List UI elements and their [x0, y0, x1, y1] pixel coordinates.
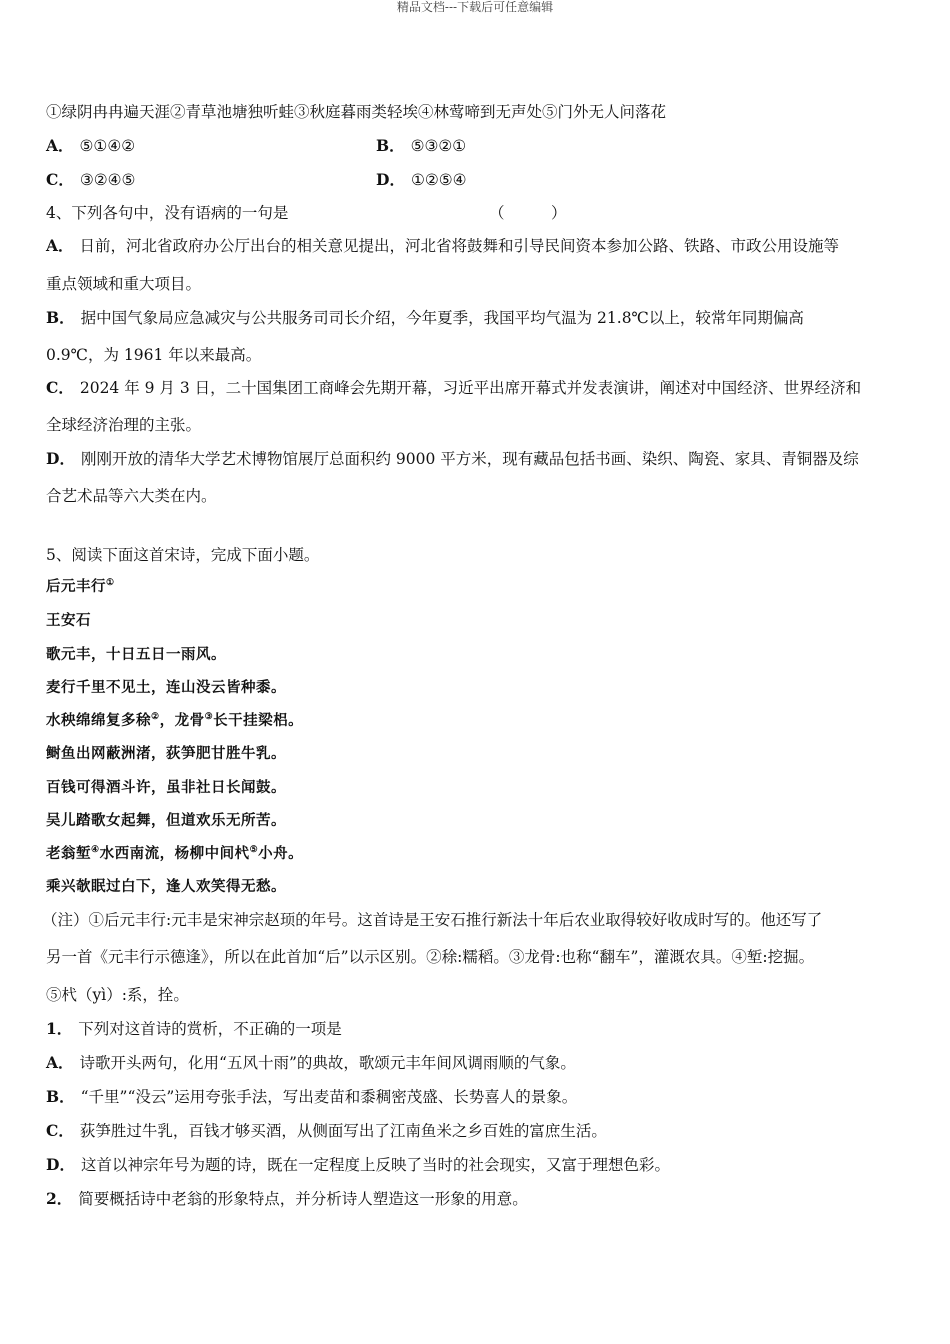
poem-line-6: 吴儿踏歌女起舞，但道欢乐无所苦。	[46, 813, 286, 829]
sub1-option-d[interactable]: D． 这首以神宗年号为题的诗，既在一定程度上反映了当时的社会现实，又富于理想色彩。	[46, 1155, 670, 1174]
q4-option-b[interactable]: B． 据中国气象局应急减灾与公共服务司司长介绍，今年夏季，我国平均气温为 21.8℃以上，较常年同期偏高	[46, 308, 804, 327]
notes-line-2: 另一首《元丰行示德逢》，所以在此首加“后”以示区别。②稌:糯稻。③龙骨:也称“翻车”，灌溉农具。④堑:挖掘。	[46, 948, 815, 966]
q5-stem: 5、阅读下面这首宋诗，完成下面小题。	[46, 546, 320, 564]
footnote-marker: ①	[106, 578, 115, 588]
q3-option-b[interactable]: B． ⑤③②①	[376, 136, 467, 155]
poem-title: 后元丰行①	[46, 578, 115, 595]
q4-stem: 4、下列各句中，没有语病的一句是	[46, 204, 289, 222]
q3-option-a[interactable]: A． ⑤①④②	[46, 136, 136, 155]
q4-option-a-cont: 重点领域和重大项目。	[46, 275, 202, 293]
poem-author: 王安石	[46, 613, 91, 629]
poem-line-3: 水秧绵绵复多稌②，龙骨③长干挂梁梠。	[46, 712, 304, 729]
q4-option-a[interactable]: A． 日前，河北省政府办公厅出台的相关意见提出，河北省将鼓舞和引导民间资本参加公路、铁路、市政公用设施等	[46, 236, 840, 255]
poem-line-7: 老翁堑④水西南流，杨柳中间杙⑤小舟。	[46, 845, 304, 862]
q4-stem-row	[46, 203, 746, 223]
sub-question-1: 1． 下列对这首诗的赏析，不正确的一项是	[46, 1019, 342, 1038]
q4-option-c[interactable]: C． 2024 年 9 月 3 日，二十国集团工商峰会先期开幕，习近平出席开幕式并发表演讲，阐述对中国经济、世界经济和	[46, 378, 862, 397]
poem-line-2: 麦行千里不见土，连山没云皆种黍。	[46, 680, 286, 696]
q3-stem: ①绿阴冉冉遍天涯②青草池塘独听蛙③秋庭暮雨类轻埃④林莺啼到无声处⑤门外无人问落花	[46, 103, 667, 121]
sub1-option-a[interactable]: A． 诗歌开头两句，化用“五风十雨”的典故，歌颂元丰年间风调雨顺的气象。	[46, 1053, 576, 1072]
q4-option-b-cont: 0.9℃，为 1961 年以来最高。	[46, 346, 262, 364]
sub1-option-c[interactable]: C． 荻笋胜过牛乳，百钱才够买酒，从侧面写出了江南鱼米之乡百姓的富庶生活。	[46, 1121, 607, 1140]
q4-option-c-cont: 全球经济治理的主张。	[46, 416, 202, 434]
poem-line-5: 百钱可得酒斗许，虽非社日长闻鼓。	[46, 780, 286, 796]
notes-line-1: （注）①后元丰行:元丰是宋神宗赵顼的年号。这首诗是王安石推行新法十年后农业取得较好收成时写的。他还写了	[42, 911, 823, 929]
poem-line-8: 乘兴欹眠过白下，逢人欢笑得无愁。	[46, 879, 286, 895]
q3-option-c[interactable]: C． ③②④⑤	[46, 170, 136, 189]
q3-options-row-2	[46, 170, 746, 190]
q3-options-row-1	[46, 136, 746, 156]
poem-line-1: 歌元丰，十日五日一雨风。	[46, 647, 226, 663]
q4-option-d-cont: 合艺术品等六大类在内。	[46, 487, 217, 505]
sub1-option-b[interactable]: B． “千里”“没云”运用夸张手法，写出麦苗和黍稠密茂盛、长势喜人的景象。	[46, 1087, 578, 1106]
notes-line-3: ⑤杙（yì）:系，拴。	[46, 986, 189, 1004]
answer-blank: （ ）	[489, 204, 567, 222]
poem-line-4: 鲥鱼出网蔽洲渚，荻笋肥甘胜牛乳。	[46, 746, 286, 762]
q4-option-d[interactable]: D． 刚刚开放的清华大学艺术博物馆展厅总面积约 9000 平方米，现有藏品包括书画、染织、陶瓷、家具、青铜器及综	[46, 449, 859, 468]
q3-option-d[interactable]: D． ①②⑤④	[376, 170, 467, 189]
sub-question-2: 2． 简要概括诗中老翁的形象特点，并分析诗人塑造这一形象的用意。	[46, 1189, 528, 1208]
page-header: 精品文档---下载后可任意编辑	[396, 0, 554, 14]
